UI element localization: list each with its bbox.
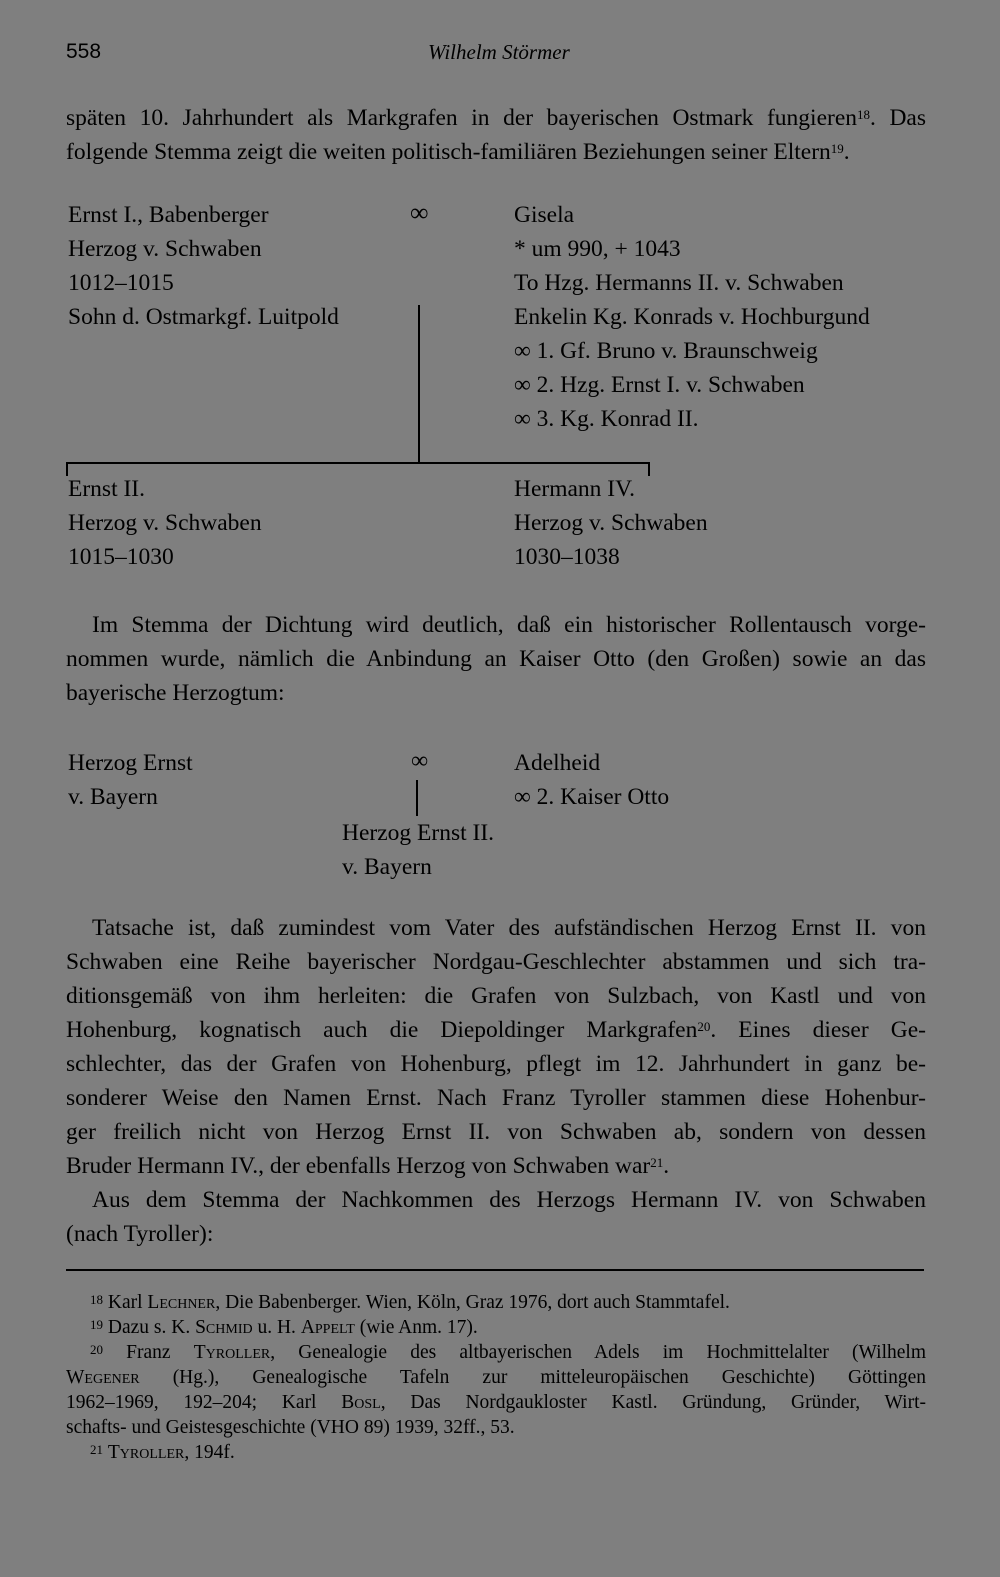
stemma-line: Herzog Ernst II. [342,820,495,846]
footnote-number: 21 [90,1442,103,1457]
stemma-line: Herzog v. Schwaben [68,510,262,536]
text-line: ditionsgemäß von ihm herleiten: die Grafen von Sulzbach, von Kastl und von [66,983,926,1009]
stemma-child-left [68,472,262,574]
text-line: schlechter, das der Grafen von Hohenburg, pflegt im 12. Jahrhundert in ganz be- [66,1051,926,1077]
footnotes [66,1290,926,1465]
footnote-ref[interactable]: 21 [650,1155,664,1170]
text-line: Bruder Hermann IV., der ebenfalls Herzog von Schwaben war$^{21}$. [66,1153,670,1179]
stemma-line: Hermann IV. [514,476,635,502]
stemma-right-parent [514,198,870,436]
stemma-line: v. Bayern [342,854,432,880]
stemma-line: Sohn d. Ostmarkgf. Luitpold [68,304,339,330]
footnote-21: $^{21}$ Tyroller, 194f. [90,1442,235,1463]
stemma-line: Adelheid [514,750,601,776]
stemma-line: 1012–1015 [68,270,174,296]
footnote-18: $^{18}$ Karl Lechner, Die Babenberger. Wien, Köln, Graz 1976, dort auch Stammtafel. [90,1292,730,1313]
text-line: (nach Tyroller): [66,1221,214,1247]
stemma-line: v. Bayern [68,784,158,810]
footnote-number: 20 [90,1342,103,1357]
stemma-line: Herzog v. Schwaben [514,510,708,536]
text-line: sonderer Weise den Namen Ernst. Nach Franz Tyroller stammen diese Hohenbur- [66,1085,926,1111]
text-line: Schwaben eine Reihe bayerischer Nordgau-Geschlechter abstammen und sich tra- [66,949,926,975]
footnote-line: Wegener (Hg.), Genealogische Tafeln zur mitteleuropäischen Geschichte) Göttingen [66,1367,926,1388]
text-line: nommen wurde, nämlich die Anbindung an Kaiser Otto (den Großen) sowie an das [66,646,926,672]
footnote-ref[interactable]: 19 [830,141,844,156]
footnote-separator [66,1269,924,1271]
sibling-line [66,462,650,464]
stemma-line: Gisela [514,202,575,228]
text-line: späten 10. Jahrhundert als Markgrafen in der bayerischen Ostmark fungieren$^{18}$. Das [66,105,927,131]
stemma-line: 1015–1030 [68,544,174,570]
text-line: Tatsache ist, daß zumindest vom Vater des aufständischen Herzog Ernst II. von [92,915,926,941]
paragraph [66,1183,926,1251]
text-line: Im Stemma der Dichtung wird deutlich, daß ein historischer Rollentausch vorge- [92,612,926,638]
marriage-symbol: ∞ [411,748,429,774]
stemma-line: Ernst I., Babenberger [68,202,269,228]
stemma-line: To Hzg. Hermanns II. v. Schwaben [514,270,844,296]
stemma-right-parent [514,746,669,814]
stemma-line: 1030–1038 [514,544,620,570]
intro-paragraph [66,101,926,169]
stemma-line: ∞ 3. Kg. Konrad II. [514,406,699,432]
footnote-20: $^{20}$ Franz Tyroller, Genealogie des altbayerischen Adels im Hochmittelalter (Wilhelm [90,1342,926,1363]
page-number: 558 [66,40,102,63]
stemma-line: ∞ 1. Gf. Bruno v. Braunschweig [514,338,818,364]
paragraph [66,608,926,710]
footnote-line: 1962–1969, 192–204; Karl Bosl, Das Nordgaukloster Kastl. Gründung, Gründer, Wirt- [66,1392,926,1413]
descent-line [416,780,418,816]
stemma-line: Enkelin Kg. Konrads v. Hochburgund [514,304,870,330]
stemma-line: ∞ 2. Kaiser Otto [514,784,670,810]
descent-line [418,305,420,462]
footnote-19: $^{19}$ Dazu s. K. Schmid u. H. Appelt (wie Anm. 17). [90,1317,478,1338]
text-line: Aus dem Stemma der Nachkommen des Herzogs Hermann IV. von Schwaben [92,1187,926,1213]
text-line: folgende Stemma zeigt die weiten politisch-familiären Beziehungen seiner Eltern$^{19}$. [66,139,850,165]
text-line: ger freilich nicht von Herzog Ernst II. von Schwaben ab, sondern von dessen [66,1119,926,1145]
marriage-symbol: ∞ [410,198,429,227]
stemma-line: * um 990, + 1043 [514,236,681,262]
footnote-number: 19 [90,1317,103,1332]
stemma-line: Herzog Ernst [68,750,193,776]
paragraph [66,911,926,1183]
stemma-line: Herzog v. Schwaben [68,236,262,262]
stemma-child-right [514,472,708,574]
running-title: Wilhelm Störmer [428,40,570,64]
stemma-line: ∞ 2. Hzg. Ernst I. v. Schwaben [514,372,805,398]
footnote-ref[interactable]: 18 [857,107,871,122]
text-line: Hohenburg, kognatisch auch die Diepoldinger Markgrafen$^{20}$. Eines dieser Ge- [66,1017,926,1043]
stemma-left-parent [68,746,193,814]
stemma-child [342,816,494,884]
footnote-ref[interactable]: 20 [697,1019,711,1034]
footnote-number: 18 [90,1292,103,1307]
footnote-line: schafts- und Geistesgeschichte (VHO 89) 1939, 32ff., 53. [66,1417,515,1438]
stemma-line: Ernst II. [68,476,146,502]
stemma-left-parent [68,198,339,334]
text-line: bayerische Herzogtum: [66,680,285,706]
